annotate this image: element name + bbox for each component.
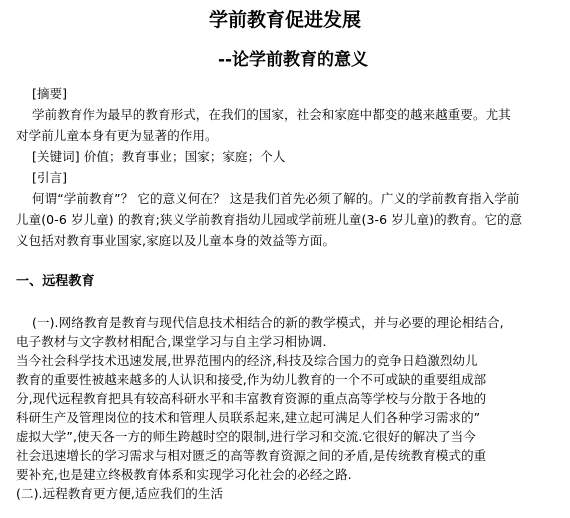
- abstract-line-1: 学前教育作为最早的教育形式，在我们的国家，社会和家庭中都变的越来越重要。尤其: [32, 107, 511, 122]
- intro-line-1: 何谓“学前教育”？ 它的意义何在？ 这是我们首先必须了解的。广义的学前教育指入学前: [32, 191, 520, 206]
- section-1-para-2-line-2: 教育的重要性被越来越多的人认识和接受,作为幼儿教育的一个不可或缺的重要组成部: [16, 372, 487, 387]
- keywords: [关键词] 价值；教育事业；国家；家庭；个人: [32, 149, 286, 164]
- document-subtitle: --论学前教育的意义: [217, 50, 369, 70]
- section-1-para-1-line-1: (一).网络教育是教育与现代信息技术相结合的新的教学模式，并与必要的理论相结合,: [32, 315, 504, 330]
- section-1-para-2-line-5: 虚拟大学”,使天各一方的师生跨越时空的限制,进行学习和交流.它很好的解决了当今: [16, 429, 476, 444]
- section-1-para-2-line-4: 科研生产及管理岗位的技术和管理人员联系起来,建立起可满足人们各种学习需求的”: [16, 410, 481, 425]
- section-1-para-2-line-1: 当今社会科学技术迅速发展,世界范围内的经济,科技及综合国力的竞争日趋激烈幼儿: [16, 353, 478, 368]
- intro-line-2: 儿童(0-6 岁儿童) 的教育;狭义学前教育指幼儿园或学前班儿童(3-6 岁儿童)的教育。它的意: [16, 212, 523, 227]
- section-1-para-2-line-6: 社会迅速增长的学习需求与相对匮乏的高等教育资源之间的矛盾,是传统教育模式的重: [16, 448, 487, 463]
- section-1-para-1-line-2: 电子教材与文字教材相配合,课堂学习与自主学习相协调.: [16, 334, 327, 349]
- section-1-para-2-line-7: 要补充,也是建立终极教育体系和实现学习化社会的必经之路.: [16, 467, 352, 482]
- document-title: 学前教育促进发展: [208, 9, 361, 31]
- section-1-para-2-line-3: 分,现代远程教育把具有较高科研水平和丰富教育资源的重点高等学校与分散于各地的: [16, 391, 487, 406]
- intro-label: [引言]: [32, 170, 68, 185]
- intro-line-3: 义包括对教育事业国家,家庭以及儿童本身的效益等方面。: [16, 233, 336, 248]
- abstract-label: [摘要]: [32, 86, 68, 101]
- section-1-para-3: (二).远程教育更方便,适应我们的生活: [16, 486, 224, 501]
- section-1-heading: 一、远程教育: [16, 274, 95, 289]
- abstract-line-2: 对学前儿童本身有更为显著的作用。: [16, 128, 218, 143]
